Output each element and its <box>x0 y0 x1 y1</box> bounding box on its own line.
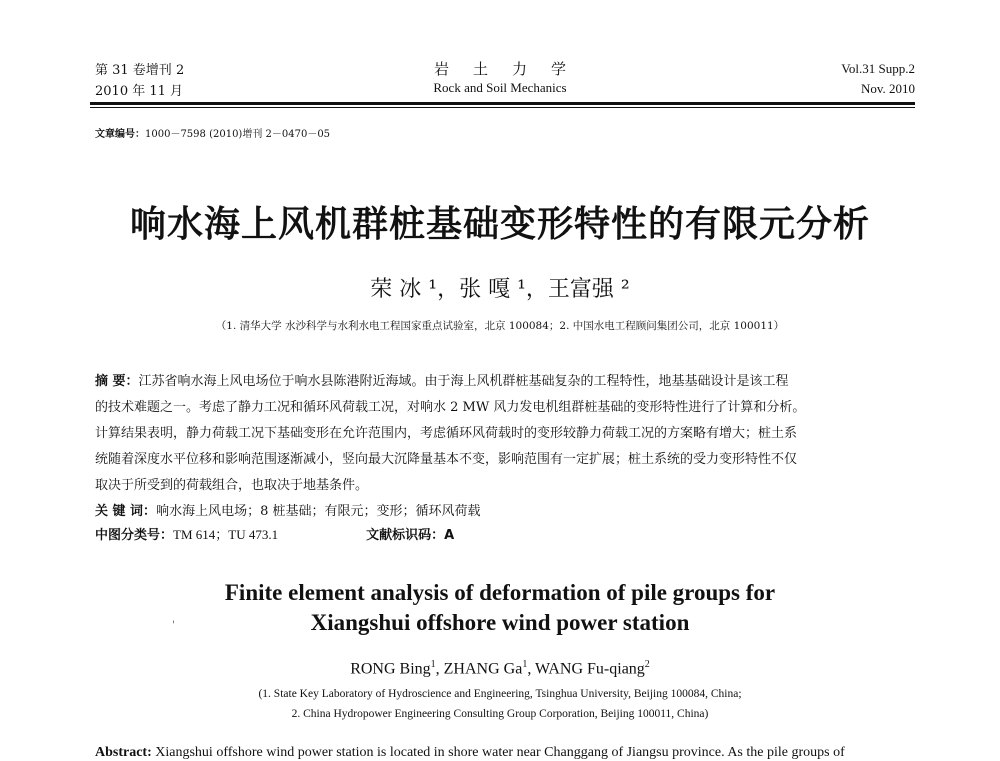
author-rong-affil: 1 <box>430 659 436 670</box>
date-cn: 2010 年 11 月 <box>95 84 184 99</box>
author-zhang: ZHANG Ga <box>443 660 523 678</box>
keywords-cn-value: 响水海上风电场；8 桩基础；有限元；变形；循环风荷载 <box>156 504 481 519</box>
affiliation-en-line-2: 2. China Hydropower Engineering Consulting Group Corporation, Beijing 100011, China) <box>291 708 709 720</box>
author-zhang-affil: 1 <box>522 659 528 670</box>
abstract-en-text: Xiangshui offshore wind power station is located in shore water near Changgang of Jiangsu province. As the pile groups of <box>151 745 845 760</box>
author-separator: , <box>435 660 444 678</box>
classification-line <box>95 524 454 543</box>
abstract-cn-line: 的技术难题之一。考虑了静力工况和循环风荷载工况，对响水 2 MW 风力发电机组群桩基础的变形特性进行了计算和分析。 <box>95 400 806 415</box>
author-rong: RONG Bing <box>350 660 431 678</box>
article-number-label: 文章编号： <box>95 129 145 140</box>
authors-en <box>0 659 1000 678</box>
affiliation-en-line-1: (1. State Key Laboratory of Hydroscience and Engineering, Tsinghua University, Beijing 100084, China; <box>258 688 742 700</box>
abstract-cn-line: 计算结果表明，静力荷载工况下基础变形在允许范围内，考虑循环风荷载时的变形较静力荷载工况的方案略有增大；桩土系 <box>95 426 798 441</box>
header-rule-thin <box>90 107 915 108</box>
doc-code-value: A <box>444 528 455 543</box>
title-cn: 响水海上风机群桩基础变形特性的有限元分析 <box>129 204 870 245</box>
date-en: Nov. 2010 <box>860 81 915 96</box>
author-wang-affil: 2 <box>644 659 650 670</box>
doc-code-label: 文献标识码： <box>366 528 445 543</box>
volume-issue-en: Vol.31 Supp.2 <box>841 61 915 76</box>
keywords-cn <box>95 500 480 519</box>
volume-issue-cn: 第 31 卷增刊 2 <box>95 63 185 78</box>
abstract-cn-line: 统随着深度水平位移和影响范围逐渐减小，竖向最大沉降量基本不变，影响范围有一定扩展；桩土系统的受力变形特性不仅 <box>95 452 798 467</box>
article-number-value: 1000－7598 (2010)增刊 2－0470－05 <box>145 129 331 140</box>
authors-cn: 荣 冰 ¹，张 嘎 ¹，王富强 ² <box>370 277 630 302</box>
author-wang: WANG Fu-qiang <box>535 660 645 678</box>
abstract-cn-text: 江苏省响水海上风电场位于响水县陈港附近海域。由于海上风机群桩基础复杂的工程特性，地基基础设计是该工程 <box>138 374 789 389</box>
title-en-line-2: Xiangshui offshore wind power station <box>310 610 690 635</box>
author-separator: , <box>527 660 536 678</box>
article-number <box>95 125 330 140</box>
abstract-cn-line <box>95 370 789 389</box>
classification-label: 中图分类号： <box>95 528 174 543</box>
abstract-en-label: Abstract: <box>95 745 152 760</box>
abstract-cn-label: 摘 要： <box>95 374 139 389</box>
keywords-cn-label: 关 键 词： <box>95 504 157 519</box>
classification-value: TM 614；TU 473.1 <box>173 527 279 542</box>
abstract-cn-line: 取决于所受到的荷载组合，也取决于地基条件。 <box>95 478 369 493</box>
journal-name-cn: 岩土力学 <box>433 60 590 78</box>
affiliation-cn: （1. 清华大学 水沙科学与水利水电工程国家重点试验室，北京 100084；2. 中国水电工程顾问集团公司，北京 100011） <box>215 320 785 332</box>
header-rule-thick <box>90 102 915 105</box>
title-en-line-1: Finite element analysis of deformation of pile groups for <box>224 580 776 605</box>
stray-mark: ' <box>172 620 175 631</box>
abstract-en <box>95 745 845 761</box>
journal-name-en: Rock and Soil Mechanics <box>433 80 567 95</box>
